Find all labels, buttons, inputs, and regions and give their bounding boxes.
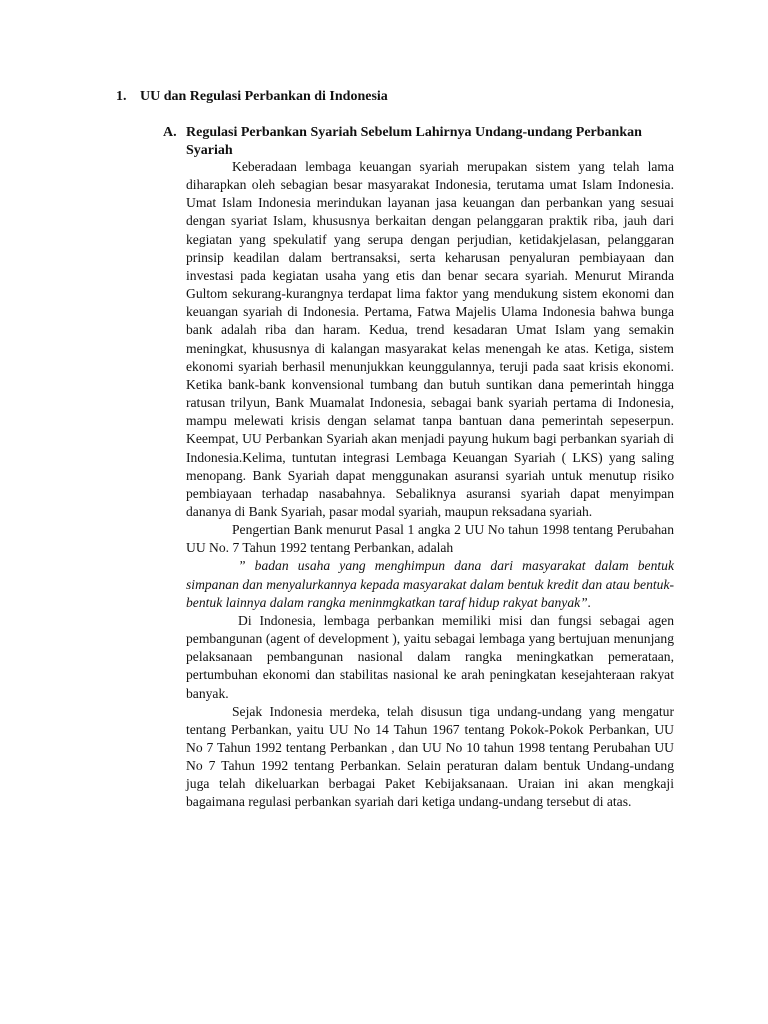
section-number: 1. bbox=[116, 89, 127, 104]
paragraph-agen-pembangunan: Di Indonesia, lembaga perbankan memiliki misi dan fungsi sebagai agen pembangunan (agent of development ), yaitu sebagai lembaga yang bertujuan menunjang pelaksanaan pembangunan nasional dalam rangka meningkatkan pemerataan, pertumbuhan ekonomi dan stabilitas nasional ke arah peningkatan kesejahteraan rakyat banyak. bbox=[186, 612, 674, 701]
subsection-heading bbox=[163, 124, 663, 160]
section-title: UU dan Regulasi Perbankan di Indonesia bbox=[140, 89, 388, 104]
section-heading bbox=[116, 88, 388, 106]
subsection-title: Regulasi Perbankan Syariah Sebelum Lahirnya Undang-undang Perbankan Syariah bbox=[186, 125, 642, 158]
paragraph-pengertian-bank: Pengertian Bank menurut Pasal 1 angka 2 UU No tahun 1998 tentang Perubahan UU No. 7 Tahun 1992 tentang Perbankan, adalah bbox=[186, 522, 674, 556]
subsection-letter: A. bbox=[163, 125, 177, 140]
paragraph-keberadaan: Keberadaan lembaga keuangan syariah merupakan sistem yang telah lama diharapkan oleh sebagian besar masyarakat Indonesia, terutama umat Islam Indonesia. Umat Islam Indonesia merindukan layanan jasa keuangan dan perbankan yang sesuai dengan syariat Islam, khususnya berkaitan dengan pelanggaran praktik riba, jauh dari kegiatan yang spekulatif yang serupa dengan perjudian, ketidakjelasan, pelanggaran prinsip keadilan dalam bertransaksi, serta keharusan penyaluran pembiayaan dan investasi pada kegiatan usaha yang etis dan benar secara syariah. Menurut Miranda Gultom sekurang-kurangnya terdapat lima faktor yang mendukung sistem ekonomi dan keuangan syariah di Indonesia. Pertama, Fatwa Majelis Ulama Indonesia bahwa bunga bank adalah riba dan haram. Kedua, trend kesadaran Umat Islam yang semakin meningkat, khususnya di kalangan masyarakat kelas menengah ke atas. Ketiga, sistem ekonomi syariah berhasil menunjukkan keunggulannya, teruji pada saat krisis ekonomi. Ketika bank-bank konvensional tumbang dan butuh suntikan dana pemerintah hingga ratusan trilyun, Bank Muamalat Indonesia, sebagai bank syariah pertama di Indonesia, mampu melewati krisis dengan selamat tanpa bantuan dana pemerintah sepeserpun. Keempat, UU Perbankan Syariah akan menjadi payung hukum bagi perbankan syariah di Indonesia.Kelima, tuntutan integrasi Lembaga Keuangan Syariah ( LKS) yang saling menopang. Bank Syariah dapat menggunakan asuransi syariah untuk menutup risiko pembiayaan terhadap nasabahnya. Sebaliknya asuransi syariah dapat menyimpan dananya di Bank Syariah, pasar modal syariah, maupun reksadana syariah. bbox=[186, 159, 674, 519]
quote-bank-definition: ” badan usaha yang menghimpun dana dari masyarakat dalam bentuk simpanan dan menyalurkannya kepada masyarakat dalam bentuk kredit dan atau bentuk-bentuk lainnya dalam rangka meninmgkatkan taraf hidup rakyat banyak”. bbox=[186, 558, 674, 610]
body-text bbox=[186, 158, 674, 812]
paragraph-sejak-merdeka: Sejak Indonesia merdeka, telah disusun tiga undang-undang yang mengatur tentang Perbankan, yaitu UU No 14 Tahun 1967 tentang Pokok-Pokok Perbankan, UU No 7 Tahun 1992 tentang Perbankan , dan UU No 10 tahun 1998 tentang Perubahan UU No 7 Tahun 1992 tentang Perbankan. Selain peraturan dalam bentuk Undang-undang juga telah dikeluarkan berbagai Paket Kebijaksanaan. Uraian ini akan mengkaji bagaimana regulasi perbankan syariah dari ketiga undang-undang tersebut di atas. bbox=[186, 703, 674, 810]
